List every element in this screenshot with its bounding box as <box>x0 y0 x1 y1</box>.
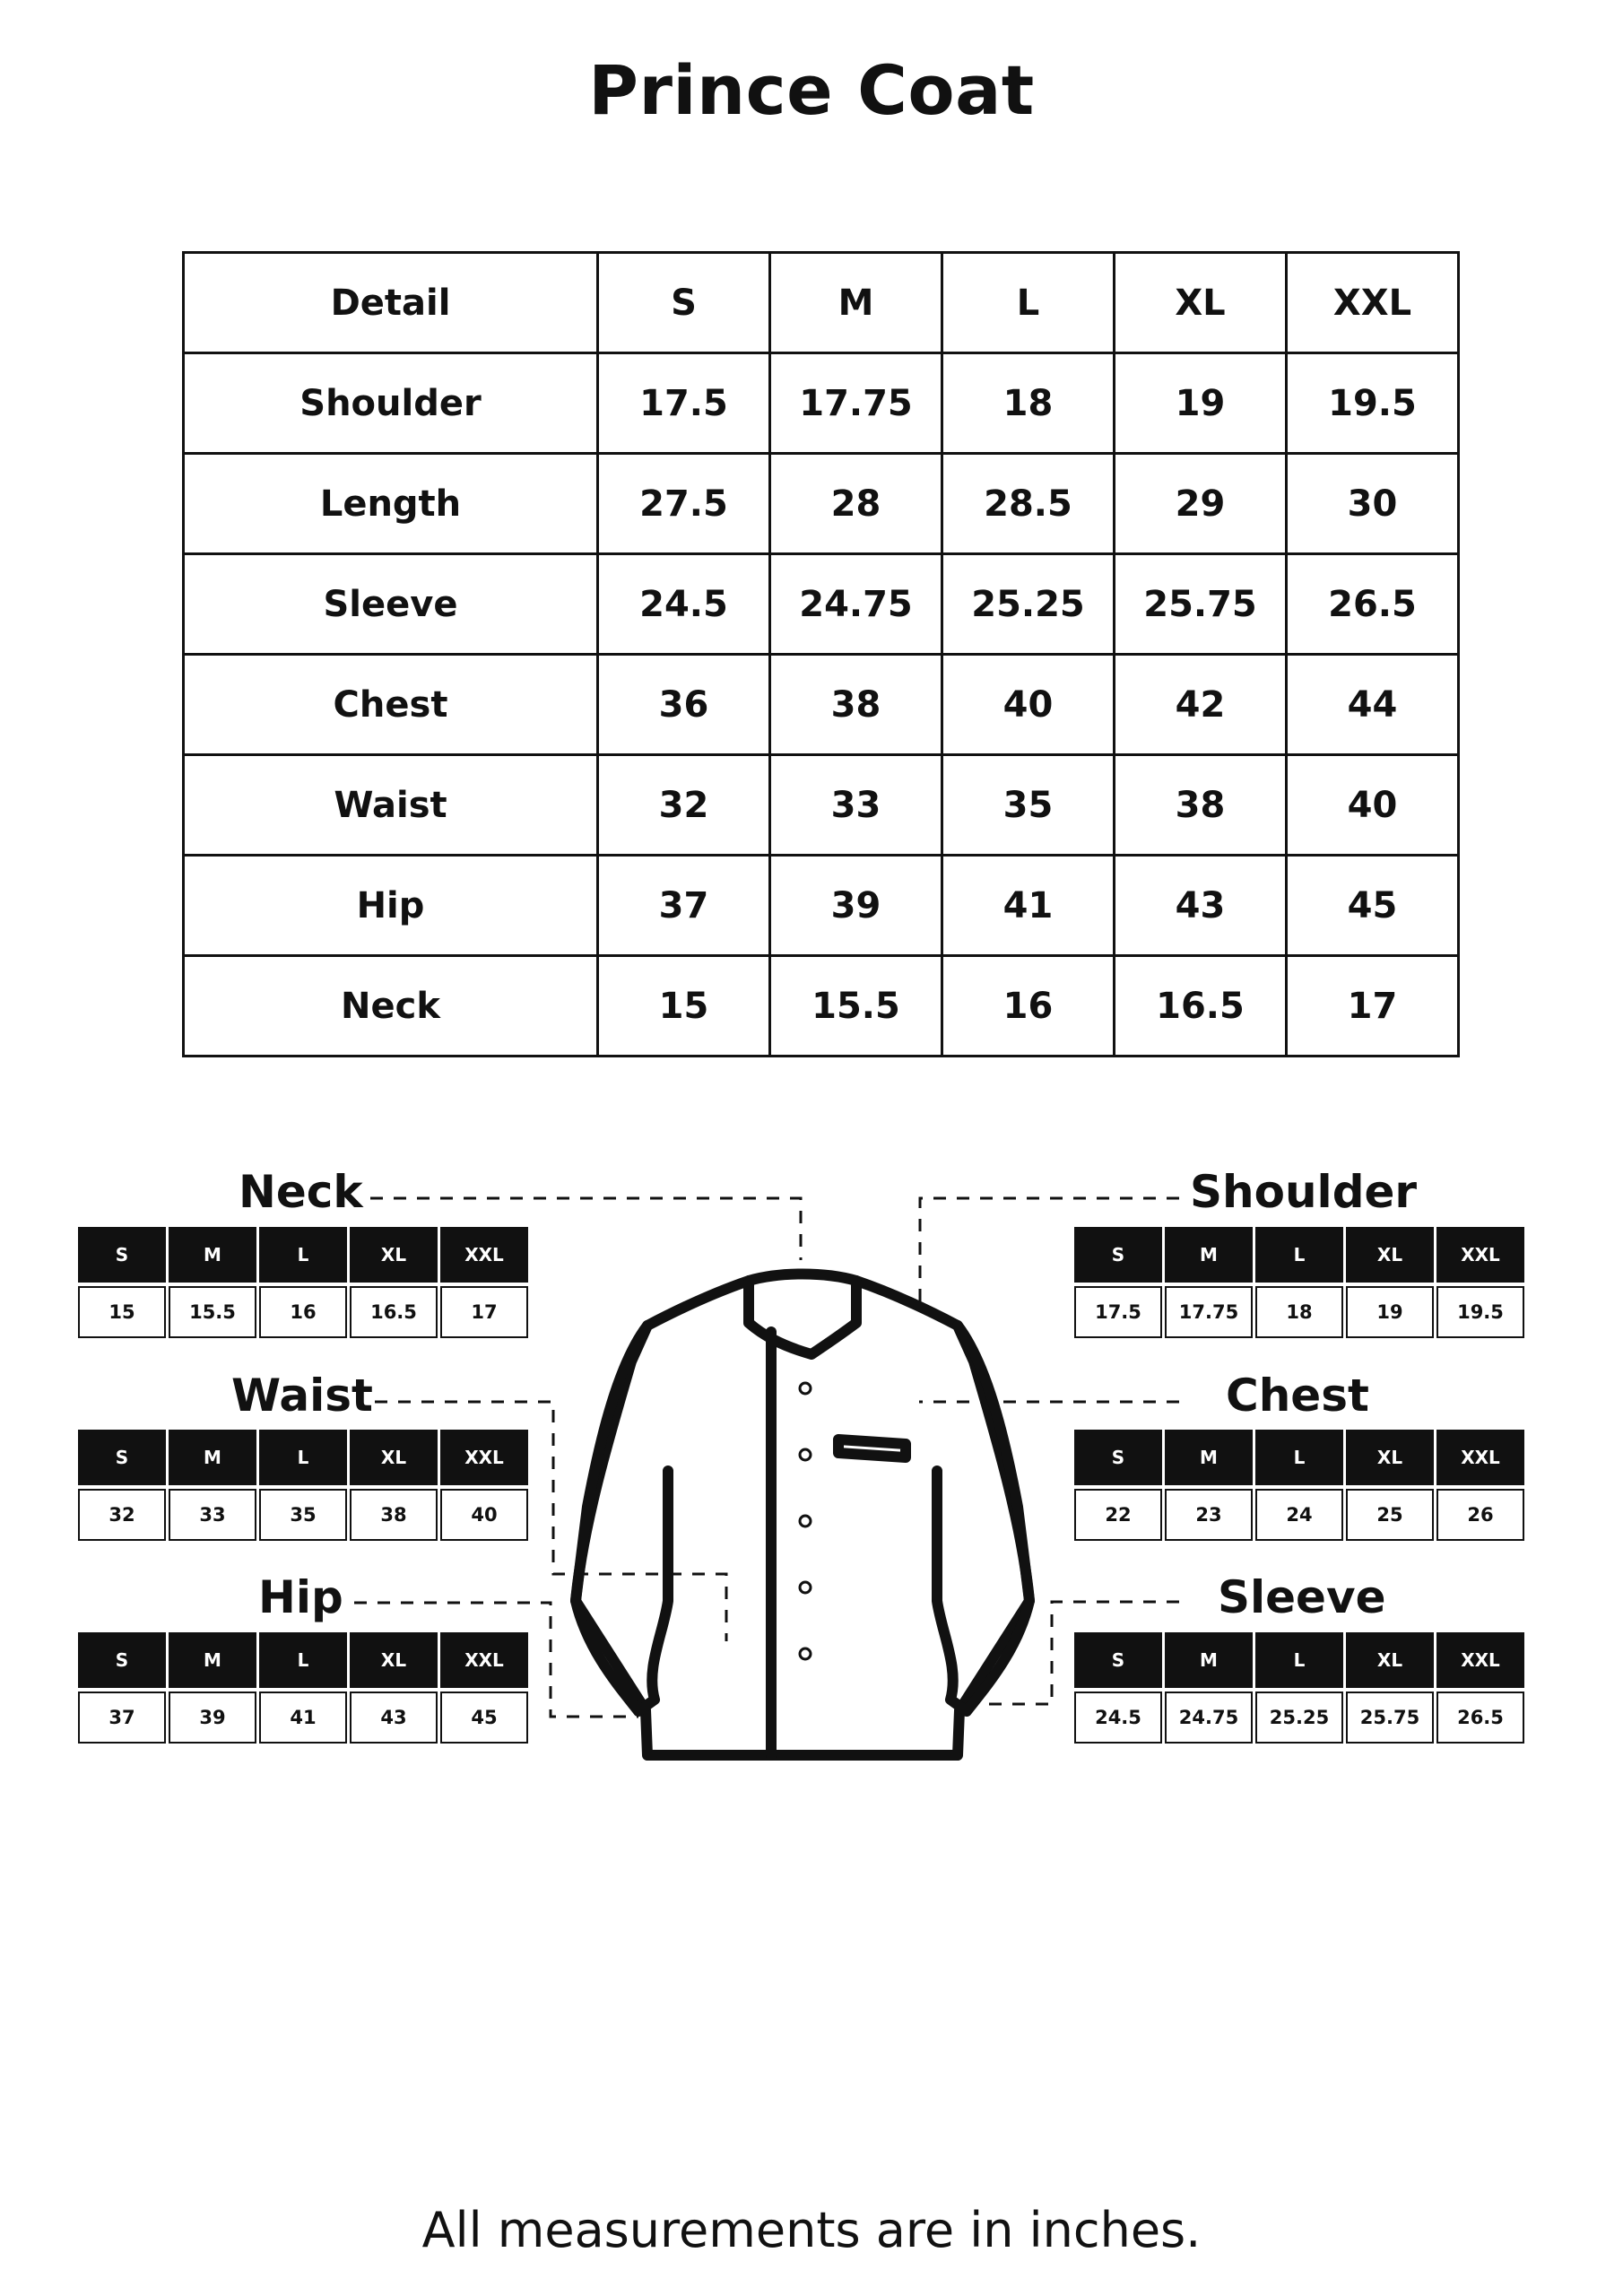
row-label: Sleeve <box>184 554 598 655</box>
size-value: 15.5 <box>169 1286 256 1338</box>
table-cell: 36 <box>598 655 770 755</box>
size-header: M <box>169 1632 256 1688</box>
table-cell: 38 <box>1115 755 1287 856</box>
size-value: 22 <box>1074 1489 1162 1541</box>
hip-size-table <box>75 1632 531 1744</box>
table-cell: 25.25 <box>942 554 1115 655</box>
size-header: M <box>169 1227 256 1283</box>
size-header: S <box>1074 1632 1162 1688</box>
table-cell: 43 <box>1115 856 1287 956</box>
chest-label: Chest <box>1226 1370 1369 1422</box>
size-value: 35 <box>259 1489 347 1541</box>
size-header: M <box>169 1430 256 1485</box>
table-cell: 30 <box>1287 454 1459 554</box>
size-header: XXL <box>440 1227 528 1283</box>
neck-label: Neck <box>239 1166 363 1218</box>
size-value: 38 <box>350 1489 438 1541</box>
size-header: S <box>78 1632 166 1688</box>
sleeve-size-table <box>1072 1632 1527 1744</box>
table-cell: 24.5 <box>598 554 770 655</box>
size-value: 39 <box>169 1692 256 1744</box>
table-cell: 28 <box>770 454 942 554</box>
coat-collar <box>749 1274 856 1355</box>
table-cell: 35 <box>942 755 1115 856</box>
size-header: L <box>1255 1430 1343 1485</box>
size-value: 15 <box>78 1286 166 1338</box>
table-cell: 19.5 <box>1287 353 1459 454</box>
row-label: Length <box>184 454 598 554</box>
table-cell: 41 <box>942 856 1115 956</box>
row-label: Shoulder <box>184 353 598 454</box>
size-header: XXL <box>440 1430 528 1485</box>
header-cell: S <box>598 253 770 353</box>
size-header: S <box>1074 1430 1162 1485</box>
size-value: 43 <box>350 1692 438 1744</box>
size-value: 24 <box>1255 1489 1343 1541</box>
sleeve-label: Sleeve <box>1218 1571 1386 1623</box>
coat-button <box>800 1516 811 1526</box>
size-value: 19 <box>1346 1286 1434 1338</box>
size-header: S <box>78 1430 166 1485</box>
table-cell: 40 <box>942 655 1115 755</box>
size-value: 17.5 <box>1074 1286 1162 1338</box>
coat-button <box>800 1582 811 1593</box>
table-cell: 40 <box>1287 755 1459 856</box>
size-header: L <box>259 1632 347 1688</box>
table-cell: 16 <box>942 956 1115 1057</box>
table-cell: 24.75 <box>770 554 942 655</box>
table-cell: 28.5 <box>942 454 1115 554</box>
size-value: 16 <box>259 1286 347 1338</box>
size-value: 25.25 <box>1255 1692 1343 1744</box>
size-header: L <box>259 1227 347 1283</box>
size-header: L <box>1255 1227 1343 1283</box>
shoulder-size-table <box>1072 1227 1527 1338</box>
size-value: 32 <box>78 1489 166 1541</box>
header-cell: XL <box>1115 253 1287 353</box>
size-value: 19.5 <box>1436 1286 1524 1338</box>
chest-size-table <box>1072 1430 1527 1541</box>
size-value: 25.75 <box>1346 1692 1434 1744</box>
size-value: 45 <box>440 1692 528 1744</box>
table-cell: 39 <box>770 856 942 956</box>
shoulder-label: Shoulder <box>1190 1166 1418 1218</box>
size-value: 26.5 <box>1436 1692 1524 1744</box>
size-header: XL <box>1346 1632 1434 1688</box>
size-header: L <box>259 1430 347 1485</box>
size-value: 24.75 <box>1165 1692 1253 1744</box>
table-cell: 18 <box>942 353 1115 454</box>
table-cell: 45 <box>1287 856 1459 956</box>
table-cell: 15.5 <box>770 956 942 1057</box>
neck-size-table <box>75 1227 531 1338</box>
size-header: XL <box>1346 1227 1434 1283</box>
header-cell: XXL <box>1287 253 1459 353</box>
size-value: 25 <box>1346 1489 1434 1541</box>
table-cell: 17.5 <box>598 353 770 454</box>
size-header: S <box>78 1227 166 1283</box>
row-label: Neck <box>184 956 598 1057</box>
size-header: M <box>1165 1430 1253 1485</box>
size-header: S <box>1074 1227 1162 1283</box>
size-value: 18 <box>1255 1286 1343 1338</box>
header-cell: L <box>942 253 1115 353</box>
size-header: L <box>1255 1632 1343 1688</box>
size-value: 16.5 <box>350 1286 438 1338</box>
size-header: XXL <box>1436 1632 1524 1688</box>
coat-button <box>800 1648 811 1659</box>
waist-size-table <box>75 1430 531 1541</box>
table-cell: 16.5 <box>1115 956 1287 1057</box>
table-cell: 38 <box>770 655 942 755</box>
coat-chest-pocket <box>838 1439 906 1457</box>
table-cell: 42 <box>1115 655 1287 755</box>
table-cell: 26.5 <box>1287 554 1459 655</box>
coat-button <box>800 1449 811 1460</box>
size-header: M <box>1165 1632 1253 1688</box>
size-header: XXL <box>1436 1227 1524 1283</box>
size-value: 23 <box>1165 1489 1253 1541</box>
size-header: XXL <box>1436 1430 1524 1485</box>
hip-label: Hip <box>258 1571 343 1623</box>
page-title: Prince Coat <box>588 50 1035 130</box>
size-value: 17.75 <box>1165 1286 1253 1338</box>
size-value: 33 <box>169 1489 256 1541</box>
coat-right-sleeve <box>937 1326 1029 1711</box>
size-header: M <box>1165 1227 1253 1283</box>
size-value: 37 <box>78 1692 166 1744</box>
size-header: XL <box>350 1632 438 1688</box>
table-cell: 17 <box>1287 956 1459 1057</box>
table-cell: 33 <box>770 755 942 856</box>
coat-left-sleeve <box>576 1326 668 1711</box>
row-label: Chest <box>184 655 598 755</box>
row-label: Hip <box>184 856 598 956</box>
size-header: XL <box>350 1430 438 1485</box>
table-cell: 27.5 <box>598 454 770 554</box>
header-cell: Detail <box>184 253 598 353</box>
size-header: XL <box>350 1227 438 1283</box>
table-cell: 15 <box>598 956 770 1057</box>
table-cell: 19 <box>1115 353 1287 454</box>
size-value: 26 <box>1436 1489 1524 1541</box>
size-value: 17 <box>440 1286 528 1338</box>
table-cell: 17.75 <box>770 353 942 454</box>
header-cell: M <box>770 253 942 353</box>
table-cell: 25.75 <box>1115 554 1287 655</box>
table-cell: 37 <box>598 856 770 956</box>
table-cell: 44 <box>1287 655 1459 755</box>
size-value: 24.5 <box>1074 1692 1162 1744</box>
units-note: All measurements are in inches. <box>421 2202 1202 2258</box>
size-header: XL <box>1346 1430 1434 1485</box>
row-label: Waist <box>184 755 598 856</box>
table-cell: 32 <box>598 755 770 856</box>
size-value: 41 <box>259 1692 347 1744</box>
coat-button <box>800 1383 811 1394</box>
size-header: XXL <box>440 1632 528 1688</box>
size-value: 40 <box>440 1489 528 1541</box>
waist-label: Waist <box>231 1370 373 1422</box>
table-cell: 29 <box>1115 454 1287 554</box>
